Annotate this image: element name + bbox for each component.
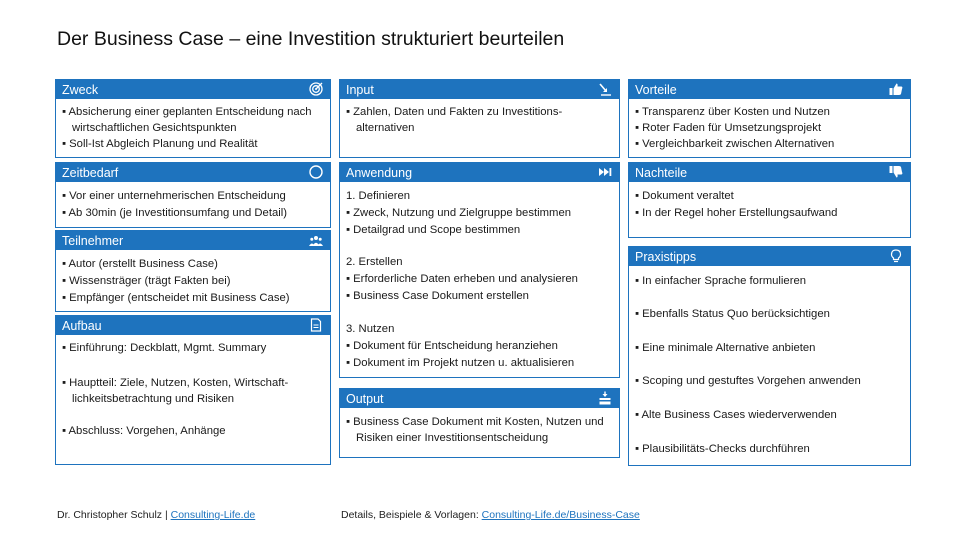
aufbau-item: ▪ Hauptteil: Ziele, Nutzen, Kosten, Wirtschaft-lichkeitsbetrachtung und Risiken [62,377,289,405]
zeitbedarf-item: ▪ Vor einer unternehmerischen Entscheidung [62,190,286,202]
teilnehmer-title: Teilnehmer [62,234,124,248]
anwendung-step-1-item: ▪ Zweck, Nutzung und Zielgruppe bestimmen [346,207,572,219]
zweck-header [56,80,330,99]
target-icon [309,82,323,96]
document-icon [309,318,323,332]
zweck-item: ▪ Soll-Ist Abgleich Planung und Realität [62,138,258,150]
nachteile-panel [628,162,911,238]
footer-author-text: Dr. Christopher Schulz | [57,509,171,521]
zweck-panel [55,79,331,158]
input-title: Input [346,83,374,97]
teilnehmer-item: ▪ Wissensträger (trägt Fakten bei) [62,275,231,287]
praxistipps-panel [628,246,911,466]
praxistipps-item: ▪ Plausibilitäts-Checks durchführen [635,443,810,455]
aufbau-panel [55,315,331,465]
vorteile-item: ▪ Transparenz über Kosten und Nutzen [635,106,830,118]
praxistipps-item: ▪ Scoping und gestuftes Vorgehen anwenden [635,375,861,387]
clock-icon [309,165,323,179]
anwendung-step-2-item: ▪ Erforderliche Daten erheben und analysieren [346,273,578,285]
praxistipps-title: Praxistipps [635,250,697,264]
zeitbedarf-header [56,163,330,182]
input-item: ▪ Zahlen, Daten und Fakten zu Investitions-alternativen [346,106,563,134]
footer-details [341,509,640,521]
input-panel [339,79,620,158]
vorteile-panel [628,79,911,158]
output-header [340,389,619,408]
vorteile-item: ▪ Roter Faden für Umsetzungsprojekt [635,122,822,134]
teilnehmer-header [56,231,330,250]
aufbau-item: ▪ Einführung: Deckblatt, Mgmt. Summary [62,342,267,354]
anwendung-panel [339,162,620,378]
page-title: Der Business Case – eine Investition strukturiert beurteilen [57,28,565,50]
anwendung-header [340,163,619,182]
footer-author [57,509,255,521]
teilnehmer-item: ▪ Autor (erstellt Business Case) [62,258,218,270]
anwendung-step-2: 2. Erstellen [346,256,403,268]
zeitbedarf-panel [55,162,331,228]
aufbau-title: Aufbau [62,319,102,333]
nachteile-item: ▪ In der Regel hoher Erstellungsaufwand [635,207,838,219]
output-title: Output [346,392,384,406]
anwendung-step-1-item: ▪ Detailgrad und Scope bestimmen [346,224,521,236]
zweck-title: Zweck [62,83,99,97]
aufbau-item: ▪ Abschluss: Vorgehen, Anhänge [62,425,226,437]
nachteile-item: ▪ Dokument veraltet [635,190,734,202]
praxistipps-item: ▪ Eine minimale Alternative anbieten [635,342,816,354]
vorteile-title: Vorteile [635,83,677,97]
footer-details-text: Details, Beispiele & Vorlagen: [341,509,482,521]
thumbs-down-icon [889,165,903,179]
input-arrow-icon [598,82,612,96]
anwendung-step-3-item: ▪ Dokument im Projekt nutzen u. aktualisieren [346,357,575,369]
lightbulb-icon [889,249,903,263]
anwendung-step-3-item: ▪ Dokument für Entscheidung heranziehen [346,340,558,352]
output-item: ▪ Business Case Dokument mit Kosten, Nutzen und Risiken einer Investitionsentscheidung [346,416,604,444]
teilnehmer-item: ▪ Empfänger (entscheidet mit Business Case) [62,292,290,304]
vorteile-item: ▪ Vergleichbarkeit zwischen Alternativen [635,138,835,150]
praxistipps-item: ▪ Alte Business Cases wiederverwenden [635,409,837,421]
anwendung-step-2-item: ▪ Business Case Dokument erstellen [346,290,529,302]
footer-author-link[interactable]: Consulting-Life.de [170,509,256,521]
people-icon [309,233,323,247]
zeitbedarf-title: Zeitbedarf [62,166,119,180]
aufbau-header [56,316,330,335]
anwendung-step-1: 1. Definieren [346,190,411,202]
praxistipps-header [629,247,910,266]
thumbs-up-icon [889,82,903,96]
teilnehmer-panel [55,230,331,312]
input-header [340,80,619,99]
output-panel [339,388,620,458]
output-tray-icon [598,391,612,405]
anwendung-title: Anwendung [346,166,413,180]
zeitbedarf-item: ▪ Ab 30min (je Investitionsumfang und Detail) [62,207,288,219]
anwendung-step-3: 3. Nutzen [346,323,395,335]
footer-details-link[interactable]: Consulting-Life.de/Business-Case [481,509,640,521]
praxistipps-item: ▪ In einfacher Sprache formulieren [635,275,807,287]
nachteile-title: Nachteile [635,166,688,180]
play-forward-icon [598,165,612,179]
praxistipps-item: ▪ Ebenfalls Status Quo berücksichtigen [635,308,830,320]
zweck-item: ▪ Absicherung einer geplanten Entscheidung nach wirtschaftlichen Gesichtspunkten [62,106,312,134]
vorteile-header [629,80,910,99]
nachteile-header [629,163,910,182]
